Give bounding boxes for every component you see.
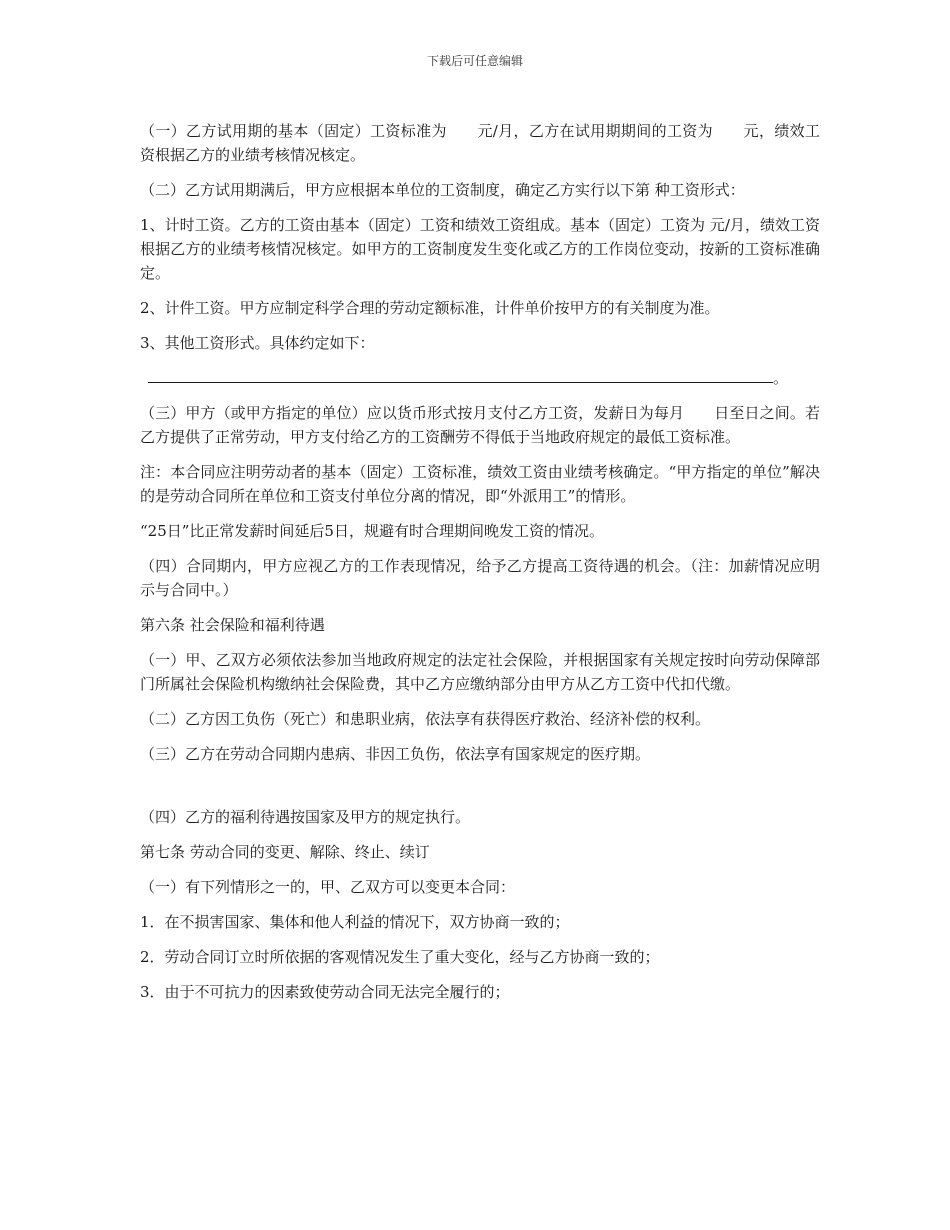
- paragraph-medical-period: （三）乙方在劳动合同期内患病、非因工负伤，依法享有国家规定的医疗期。: [140, 745, 651, 763]
- paragraph-welfare: （四）乙方的福利待遇按国家及甲方的规定执行。: [140, 808, 471, 826]
- paragraph-change-conditions: （一）有下列情形之一的，甲、乙双方可以变更本合同：: [140, 878, 516, 896]
- paragraph-time-wage: 1、计时工资。乙方的工资由基本（固定）工资和绩效工资组成。基本（固定）工资为 元/月，绩效工资根据乙方的业绩考核情况核定。如甲方的工资制度发生变化或乙方的工作岗位变动，按新的工资标准确定。: [140, 216, 820, 282]
- paragraph-work-injury: （二）乙方因工负伤（死亡）和患职业病，依法享有获得医疗救治、经济补偿的权利。: [140, 710, 711, 728]
- paragraph-salary-form: （二）乙方试用期满后，甲方应根据本单位的工资制度，确定乙方实行以下第 种工资形式：: [140, 181, 745, 199]
- page-header: 下载后可任意编辑: [426, 54, 523, 68]
- article-6-heading: 第六条 社会保险和福利待遇: [140, 616, 325, 634]
- paragraph-other-wage: 3、其他工资形式。具体约定如下：: [140, 334, 375, 352]
- list-item-3: 3．由于不可抗力的因素致使劳动合同无法完全履行的；: [140, 983, 510, 1001]
- paragraph-payday: （三）甲方（或甲方指定的单位）应以货币形式按月支付乙方工资，发薪日为每月 日至日之间。若乙方提供了正常劳动，甲方支付给乙方的工资酬劳不得低于当地政府规定的最低工资标准。: [140, 404, 820, 446]
- section-gap: [140, 777, 820, 805]
- paragraph-social-insurance: （一）甲、乙双方必须依法参加当地政府规定的法定社会保险，并根据国家有关规定按时向劳动保障部门所属社会保险机构缴纳社会保险费，其中乙方应缴纳部分由甲方从乙方工资中代扣代缴。: [140, 651, 820, 693]
- list-item-2: 2．劳动合同订立时所依据的客观情况发生了重大变化，经与乙方协商一致的；: [140, 948, 660, 966]
- blank-line-row: [140, 366, 820, 390]
- document-body: [140, 119, 820, 1015]
- paragraph-25th-note: “25日”比正常发薪时间延后5日，规避有时合理期间晚发工资的情况。: [140, 522, 604, 540]
- fill-in-blank-line: [148, 366, 773, 383]
- paragraph-note: 注：本合同应注明劳动者的基本（固定）工资标准，绩效工资由业绩考核确定。“甲方指定的单位”解决的是劳动合同所在单位和工资支付单位分离的情况，即“外派用工”的情形。: [140, 463, 820, 505]
- paragraph-probation-salary: （一）乙方试用期的基本（固定）工资标准为 元/月，乙方在试用期期间的工资为 元，绩效工资根据乙方的业绩考核情况核定。: [140, 122, 820, 164]
- paragraph-raise: （四）合同期内，甲方应视乙方的工作表现情况，给予乙方提高工资待遇的机会。（注：加薪情况应明示与合同中。）: [140, 557, 820, 599]
- list-item-1: 1．在不损害国家、集体和他人利益的情况下，双方协商一致的；: [140, 913, 570, 931]
- article-7-heading: 第七条 劳动合同的变更、解除、终止、续订: [140, 843, 430, 861]
- paragraph-piece-wage: 2、计件工资。甲方应制定科学合理的劳动定额标准，计件单价按甲方的有关制度为准。: [140, 299, 720, 317]
- blank-line-period: 。: [773, 369, 789, 387]
